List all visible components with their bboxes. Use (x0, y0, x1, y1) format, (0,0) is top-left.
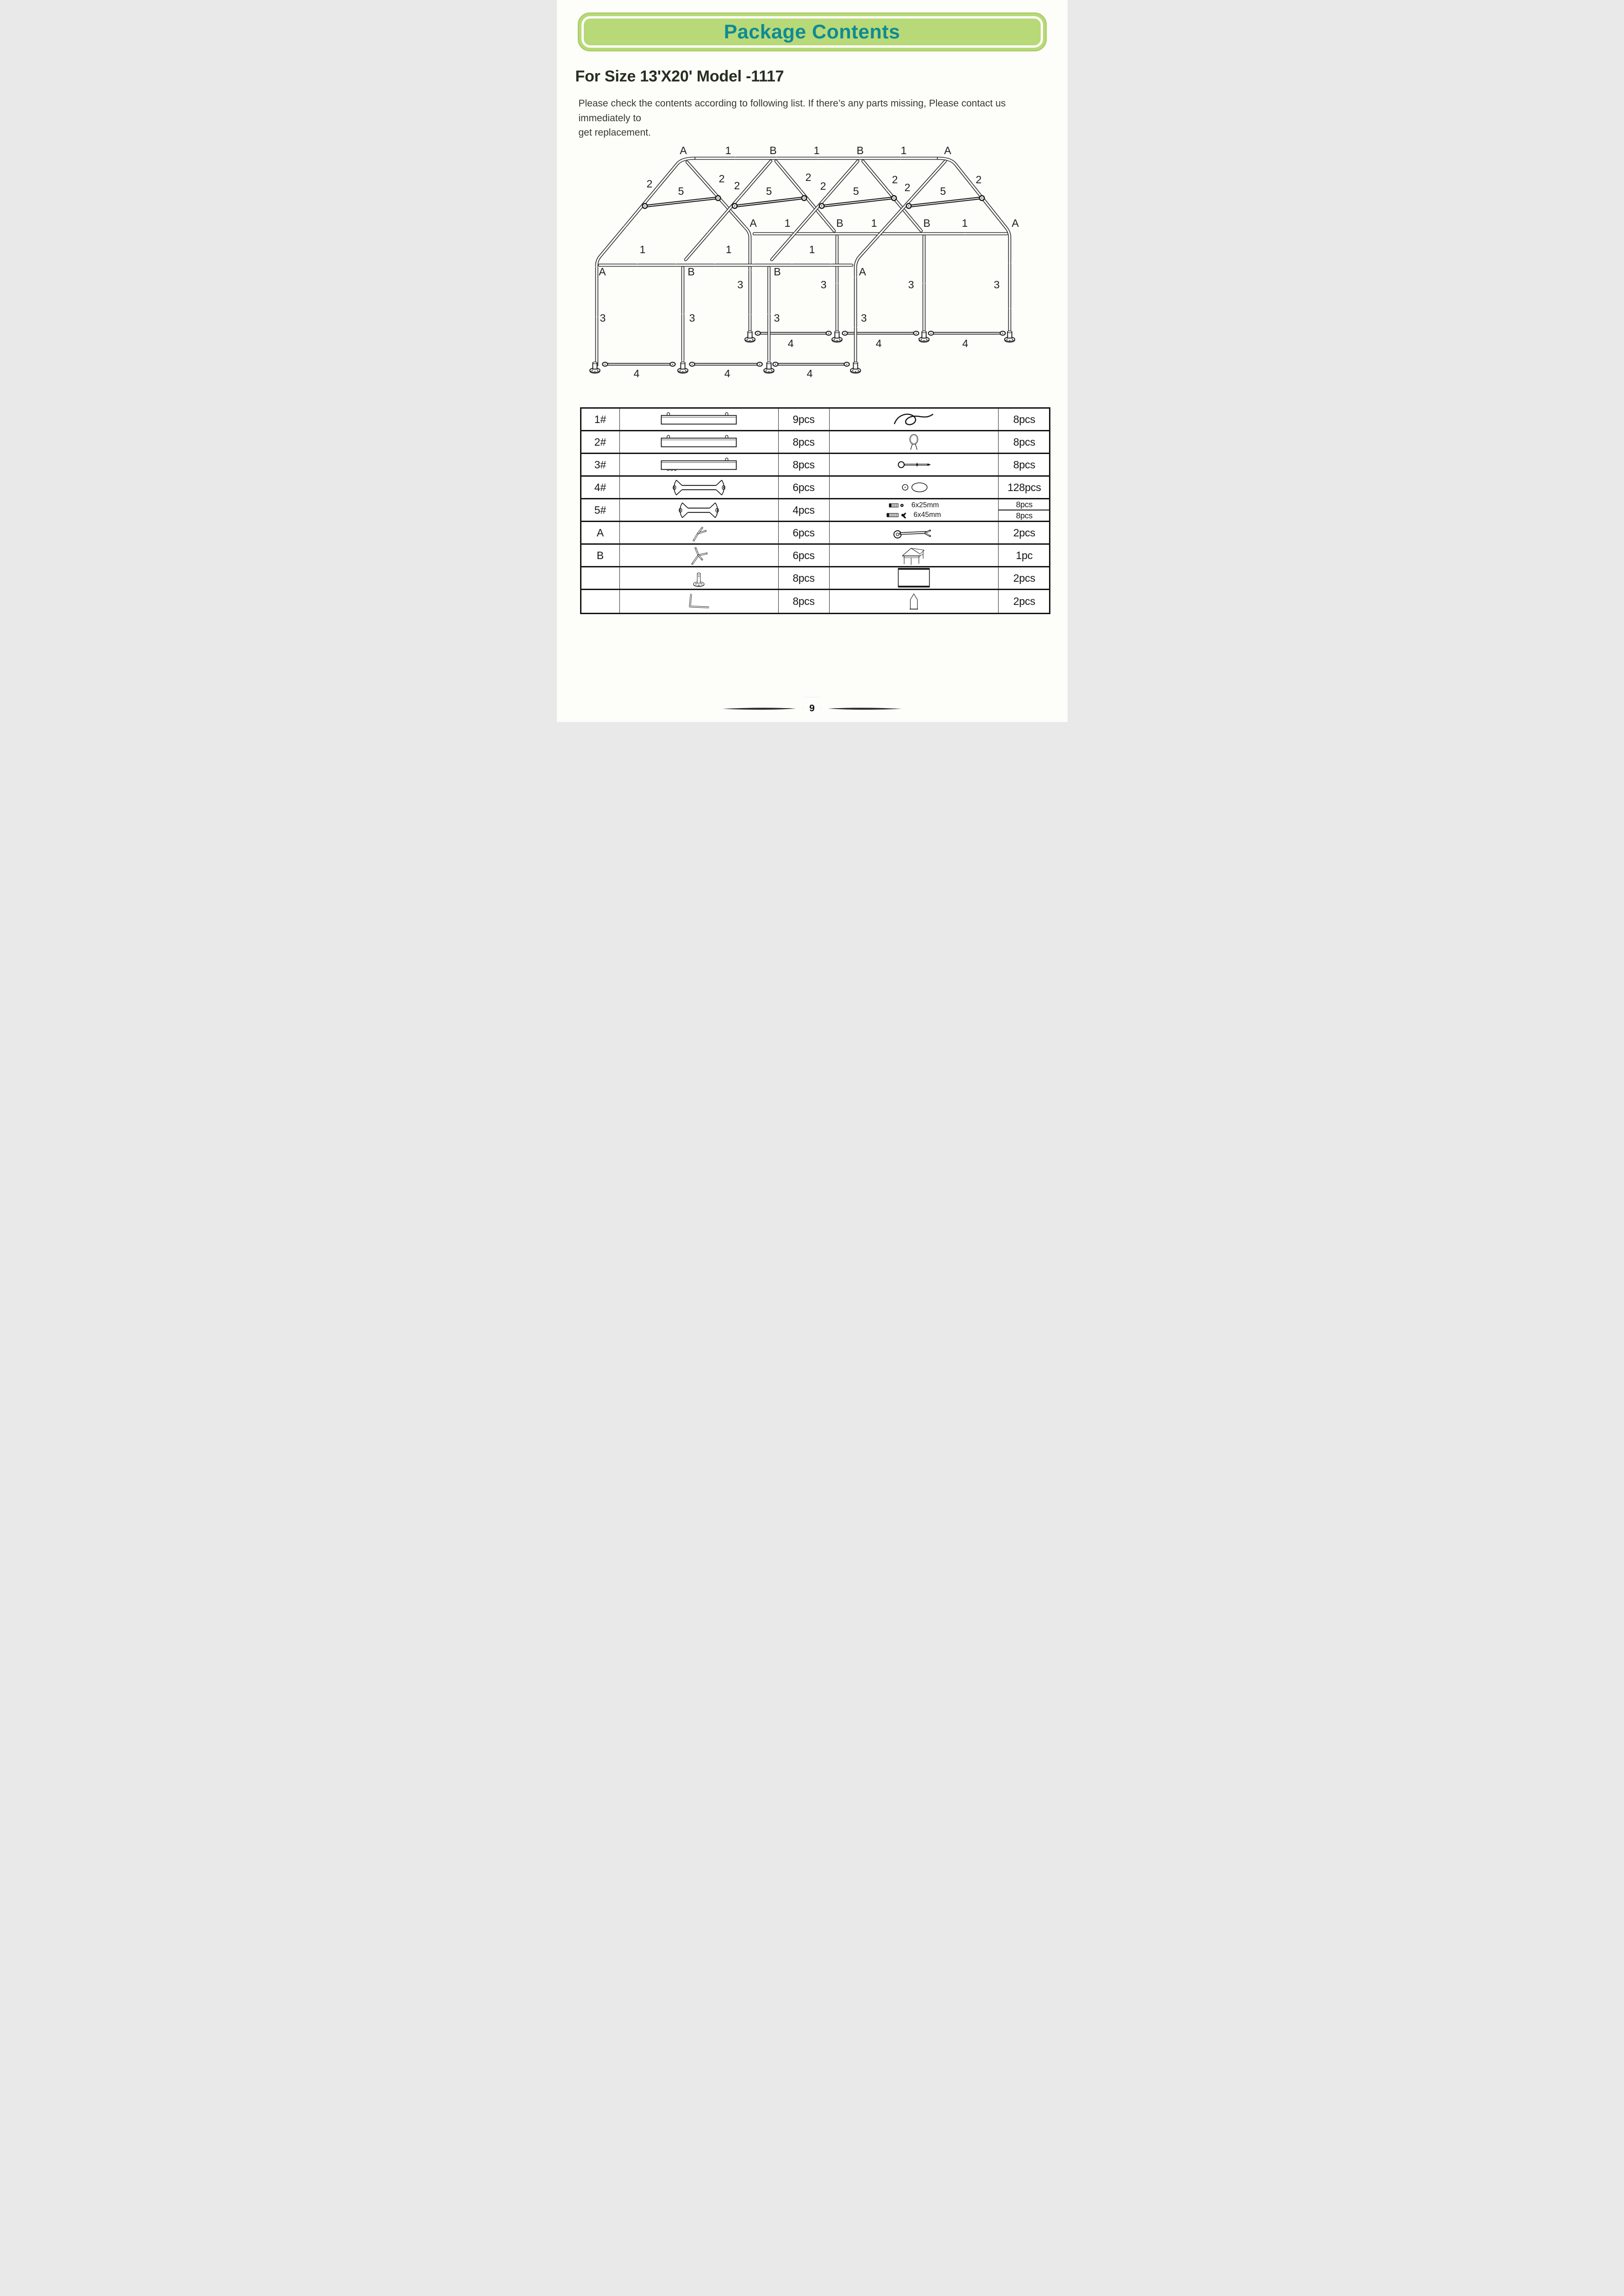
hardware-qty-cell: 8pcs (999, 409, 1050, 431)
diagram-callout-1: 1 (900, 144, 906, 156)
intro-paragraph (579, 96, 1060, 140)
parts-table (580, 407, 1050, 614)
hardware-icon-cell (830, 545, 999, 567)
hardware-icon-cell (830, 590, 999, 613)
hardware-icon-cell (830, 431, 999, 454)
pin-icon (894, 456, 934, 473)
frame-diagram (575, 137, 1037, 396)
diagram-callout-5: 5 (678, 185, 684, 197)
hardware-qty-cell: 8pcs (999, 454, 1050, 477)
diagram-callout-1: 1 (871, 217, 877, 229)
size-model-heading: For Size 13'X20' Model -1117 (575, 68, 784, 85)
diagram-callout-B: B (773, 266, 781, 278)
screw-short-icon (888, 502, 907, 509)
diagram-callout-1: 1 (639, 243, 645, 255)
end-cover-icon (905, 591, 923, 612)
tube-pins-icon (658, 411, 739, 428)
part-id-cell: 1# (581, 409, 620, 431)
diagram-callout-3: 3 (689, 312, 695, 324)
part-qty-cell: 6pcs (779, 477, 830, 499)
diagram-callout-5: 5 (940, 185, 946, 197)
hardware-qty-cell (999, 499, 1050, 522)
part-id-cell (581, 567, 620, 590)
part-icon-cell (620, 477, 779, 499)
diagram-callout-A: A (679, 144, 687, 156)
tube-clips-icon (658, 456, 739, 473)
hardware-icon-cell (830, 477, 999, 499)
diagram-callout-2: 2 (820, 180, 826, 192)
diagram-callout-2: 2 (892, 174, 898, 186)
diagram-callout-5: 5 (766, 185, 772, 197)
bar-flared-icon (669, 478, 729, 498)
footer-rule-left (722, 707, 796, 711)
diagram-callout-3: 3 (861, 312, 867, 324)
part-qty-cell: 6pcs (779, 522, 830, 545)
part-icon-cell (620, 545, 779, 567)
screw-size-label: 6x25mm (911, 501, 939, 509)
part-icon-cell (620, 499, 779, 522)
part-qty-cell: 8pcs (779, 454, 830, 477)
hardware-icon-cell (830, 499, 999, 522)
diagram-callout-1: 1 (962, 217, 968, 229)
hardware-icon-cell (830, 567, 999, 590)
part-qty-cell: 6pcs (779, 545, 830, 567)
corner-fitting-icon (688, 522, 710, 543)
part-id-cell: 5# (581, 499, 620, 522)
part-qty-cell: 8pcs (779, 431, 830, 454)
part-id-cell: 3# (581, 454, 620, 477)
part-icon-cell (620, 409, 779, 431)
hardware-qty-cell: 1pc (999, 545, 1050, 567)
diagram-callout-1: 1 (784, 217, 790, 229)
diagram-callout-4: 4 (806, 367, 812, 380)
page-footer (557, 697, 1068, 720)
part-icon-cell (620, 522, 779, 545)
diagram-callout-2: 2 (975, 174, 981, 186)
diagram-callout-1: 1 (725, 144, 731, 156)
banner-inner (581, 16, 1043, 48)
page-title: Package Contents (724, 20, 900, 43)
diagram-callout-B: B (856, 144, 864, 156)
hardware-icon-cell (830, 409, 999, 431)
footer-rule-right (828, 707, 902, 711)
part-icon-cell (620, 454, 779, 477)
part-id-cell: A (581, 522, 620, 545)
diagram-callout-A: A (858, 266, 866, 278)
hardware-qty-sub: 8pcs (1016, 499, 1033, 509)
diagram-callout-2: 2 (646, 178, 652, 190)
part-id-cell: B (581, 545, 620, 567)
canopy-icon (900, 545, 928, 566)
diagram-callout-4: 4 (724, 367, 730, 380)
diagram-callout-4: 4 (633, 367, 639, 380)
diagram-callout-3: 3 (600, 312, 606, 324)
hardware-qty-cell: 128pcs (999, 477, 1050, 499)
tube-pins-icon (658, 434, 739, 450)
wrench-icon (891, 525, 937, 541)
diagram-callout-1: 1 (813, 144, 819, 156)
diagram-callout-3: 3 (908, 279, 914, 291)
diagram-callout-A: A (943, 144, 951, 156)
page (557, 0, 1068, 722)
part-icon-cell (620, 567, 779, 590)
diagram-callout-A: A (598, 266, 606, 278)
part-qty-cell: 4pcs (779, 499, 830, 522)
ball-bungee-icon (903, 433, 924, 451)
hardware-icon-cell (830, 454, 999, 477)
diagram-callout-A: A (1011, 217, 1019, 229)
diagram-callout-B: B (836, 217, 843, 229)
diagram-callout-2: 2 (718, 173, 725, 185)
hardware-qty-cell: 2pcs (999, 567, 1050, 590)
screw-size-label: 6x45mm (913, 510, 941, 519)
screw-row (888, 501, 939, 510)
tee-fitting-icon (688, 545, 710, 566)
foot-plate-icon (688, 568, 709, 589)
diagram-callout-B: B (769, 144, 777, 156)
part-qty-cell: 8pcs (779, 567, 830, 590)
ring-oval-icon (893, 478, 935, 497)
part-id-cell: 2# (581, 431, 620, 454)
hardware-qty-cell: 8pcs (999, 431, 1050, 454)
diagram-callout-4: 4 (787, 337, 793, 349)
diagram-callout-5: 5 (853, 185, 859, 197)
bar-flared-s-icon (675, 500, 722, 520)
diagram-callout-1: 1 (725, 243, 731, 255)
diagram-callout-3: 3 (820, 279, 826, 291)
diagram-callout-3: 3 (774, 312, 780, 324)
screw-row (886, 511, 941, 519)
part-qty-cell: 9pcs (779, 409, 830, 431)
allen-key-icon (682, 591, 716, 612)
part-id-cell (581, 590, 620, 613)
hardware-qty-cell: 2pcs (999, 522, 1050, 545)
diagram-callout-B: B (687, 266, 695, 278)
page-number: 9 (809, 703, 815, 714)
banner (578, 12, 1047, 51)
part-id-cell: 4# (581, 477, 620, 499)
diagram-callout-1: 1 (809, 243, 815, 255)
diagram-callout-2: 2 (904, 181, 910, 193)
hardware-qty-cell: 2pcs (1013, 595, 1036, 607)
hardware-icon-cell (830, 522, 999, 545)
diagram-callout-A: A (749, 217, 757, 229)
diagram-callout-3: 3 (737, 279, 743, 291)
diagram-callout-3: 3 (993, 279, 999, 291)
intro-line1: Please check the contents according to following list. If there’s any parts missing, Please contact us immediately to (578, 98, 1006, 124)
diagram-callout-B: B (923, 217, 931, 229)
screw-long-icon (886, 512, 909, 518)
part-qty-cell: 8pcs (779, 590, 830, 613)
intro-line2: get replacement. (578, 127, 651, 138)
diagram-callout-4: 4 (962, 337, 968, 349)
panel-rect-icon (893, 567, 934, 590)
diagram-callout-4: 4 (875, 337, 881, 349)
rope-icon (892, 410, 936, 429)
page-number-badge (803, 697, 821, 720)
part-icon-cell (620, 590, 779, 613)
diagram-callout-2: 2 (734, 180, 740, 192)
hardware-qty-sub: 8pcs (999, 510, 1050, 521)
part-icon-cell (620, 431, 779, 454)
diagram-callout-2: 2 (805, 171, 811, 183)
